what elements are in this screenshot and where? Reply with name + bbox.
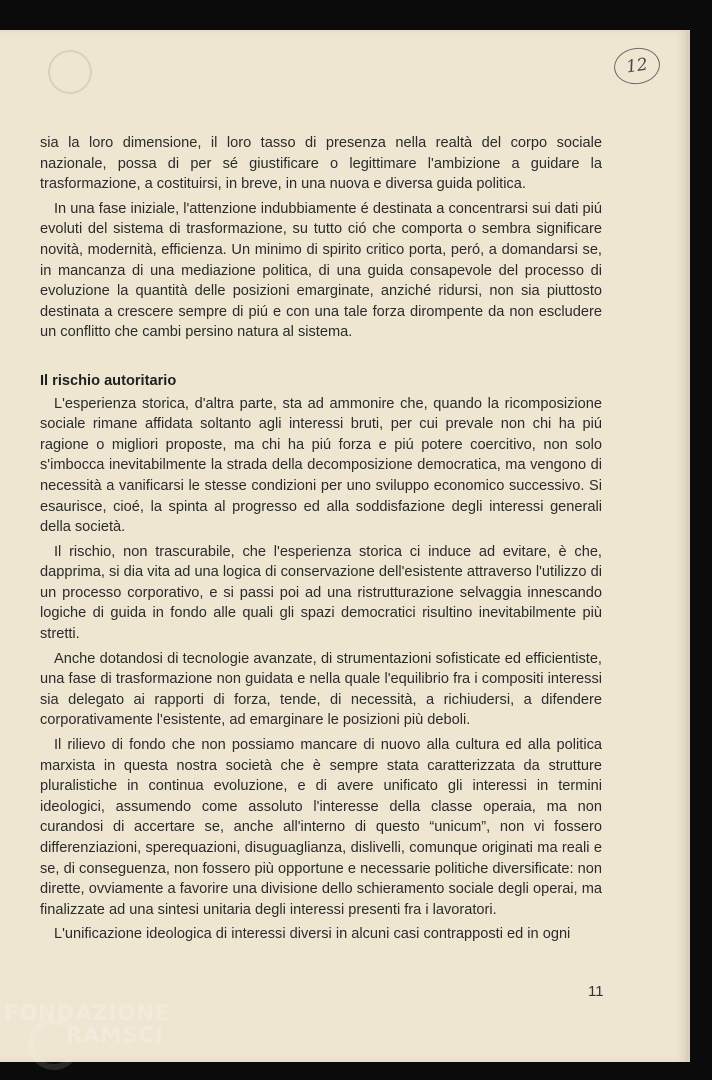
page-number: 11 — [588, 983, 604, 1000]
paragraph: Il rischio, non trascurabile, che l'esperienza storica ci induce ad evitare, è che, dapprima, si dia vita ad una logica di conservazione dell'esistente attraverso l'utilizzo di un processo corporativo, e si passi poi ad una ristrutturazione selvaggia innescando logiche di guida in fondo alle quali gli spazi democratici risultino inevitabilmente più stretti. — [40, 543, 602, 643]
watermark-line-1: FONDAZIONE — [4, 1001, 171, 1025]
document-body — [40, 133, 602, 949]
watermark-logo — [4, 1002, 170, 1046]
section-heading: Il rischio autoritario — [40, 372, 177, 389]
page-edge — [686, 30, 690, 1062]
handwritten-page-mark: 12 — [612, 45, 663, 87]
paragraph: L'esperienza storica, d'altra parte, sta ad ammonire che, quando la ricomposizione sociale rimane affidata soltanto agli interessi bruti, per cui prevale non chi ha piú ragione o migliori proposte, ma chi ha piú forza e piú potere coercitivo, non solo s'imbocca inevitabilmente la strada della decomposizione democratica, ma vengono di necessità a vanificarsi le stesse condizioni per uno sviluppo economico successivo. Si esaurisce, cioé, la spinta al progresso ed alla soddisfazione degli interessi generali della società. — [40, 395, 602, 536]
faded-stamp — [48, 50, 92, 94]
watermark-line-2: RAMSCI — [66, 1023, 164, 1047]
paragraph: Il rilievo di fondo che non possiamo mancare di nuovo alla cultura ed alla politica marxista in questa nostra società che è sempre stata caratterizzata da strutture pluralistiche in continua evoluzione, e di avere unificato gli interessi in termini ideologici, assumendo come assoluto l'interesse della classe operaia, ma non curandosi di accertare se, anche all'interno di questo “unicum”, non vi fossero differenziazioni, sperequazioni, disuguaglianza, dislivelli, comunque originati ma reali e se, di conseguenza, non fossero più opportune e necessarie politiche diversificate: non dirette, ovviamente a favorire una divisione dello schieramento sociale degli operai, ma finalizzate ad una sintesi unitaria degli interessi presenti fra i lavoratori. — [40, 737, 602, 918]
paragraph: sia la loro dimensione, il loro tasso di presenza nella realtà del corpo sociale nazionale, possa di per sé giustificare o legittimare l'ambizione a guidare la trasformazione, a costituirsi, in breve, in una nuova e diversa guida politica. — [40, 135, 602, 193]
paragraph: L'unificazione ideologica di interessi diversi in alcuni casi contrapposti ed in ogni — [54, 926, 571, 943]
paragraph: In una fase iniziale, l'attenzione indubbiamente é destinata a concentrarsi sui dati piú evoluti del sistema di trasformazione, su tutto ció che comporta o sembra significare novità, modernità, efficienza. Un minimo di spirito critico porta, peró, a domandarsi se, in mancanza di una mediazione politica, di una guida consapevole del processo di evoluzione la quantità delle posizioni emarginate, anziché ridursi, non sia piuttosto destinata a crescere sempre di piú e con una tale forza dirompente da non escludere un conflitto che cambi persino natura al sistema. — [40, 200, 602, 341]
paragraph: Anche dotandosi di tecnologie avanzate, di strumentazioni sofisticate ed efficientiste, una fase di trasformazione non guidata e nella quale l'equilibrio fra i compositi interessi sia delegato ai rapporti di forza, tende, di necessità, a richiudersi, a difendere corporativamente l'esistente, ad emarginare le posizioni più deboli. — [40, 650, 602, 729]
